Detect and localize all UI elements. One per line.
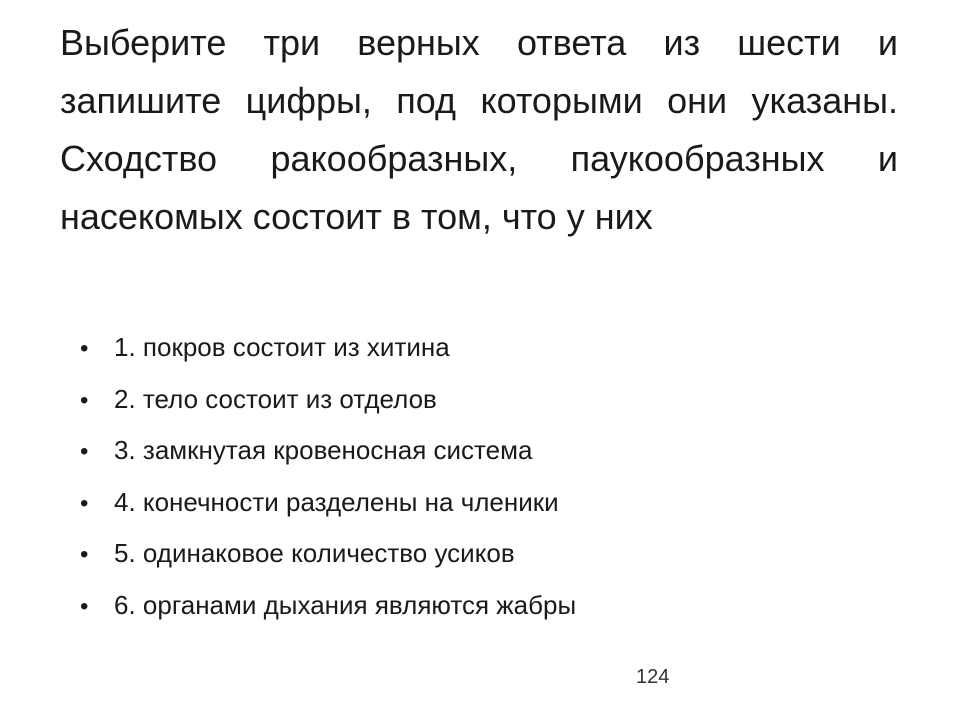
answer-options-list bbox=[80, 322, 880, 631]
answer-option bbox=[80, 425, 880, 477]
answer-option bbox=[80, 322, 880, 374]
answer-option-text: 6. органами дыхания являются жабры bbox=[114, 589, 577, 620]
bullet-icon: • bbox=[80, 386, 89, 414]
answer-option-text: 3. замкнутая кровеносная система bbox=[114, 435, 533, 465]
answer-option-text: 5. одинаковое количество усиков bbox=[114, 538, 515, 568]
answer-option-text: 1. покров состоит из хитина bbox=[114, 332, 450, 362]
answer-option-text: 2. тело состоит из отделов bbox=[114, 383, 437, 414]
bullet-icon: • bbox=[80, 489, 89, 517]
answer-option bbox=[80, 580, 880, 632]
answer-option bbox=[80, 374, 880, 426]
bullet-icon: • bbox=[80, 592, 89, 620]
answer-option bbox=[80, 477, 880, 529]
bullet-icon: • bbox=[80, 335, 89, 362]
answer-option bbox=[80, 528, 880, 580]
question-text: Выберите три верных ответа из шести и запишите цифры, под которыми они указаны. Сходство ракообразных, паукообразных и насекомых состоит в том, что у них bbox=[60, 22, 898, 237]
bullet-icon: • bbox=[80, 438, 89, 465]
bullet-icon: • bbox=[80, 541, 89, 568]
page-number: 124 bbox=[636, 666, 670, 688]
answer-option-text: 4. конечности разделены на членики bbox=[114, 486, 559, 517]
